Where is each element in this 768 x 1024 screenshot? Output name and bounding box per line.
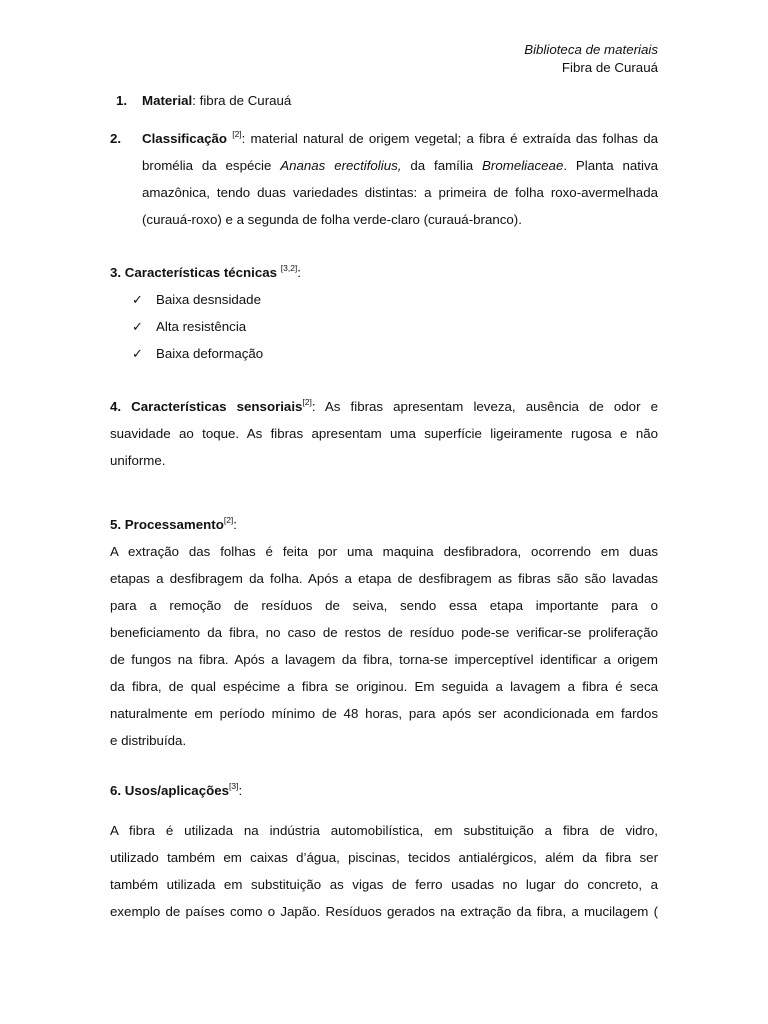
species-name: Ananas erectifolius, xyxy=(280,158,402,173)
section-2-line2a: bromélia da espécie xyxy=(142,158,281,173)
family-name: Bromeliaceae xyxy=(482,158,564,173)
section-6-ref: [3] xyxy=(229,781,239,791)
paragraph-line: naturalmente em período mínimo de 48 horas, para após ser acondicionada em fardos xyxy=(110,706,658,721)
section-3-colon: : xyxy=(297,265,301,280)
section-sensory xyxy=(110,393,658,474)
section-2-line2c: da família xyxy=(401,158,483,173)
paragraph-line: A fibra é utilizada na indústria automobilística, em substituição a fibra de vidro, xyxy=(110,823,658,838)
section-4-ref: [2] xyxy=(302,397,312,407)
checkmark-icon: ✓ xyxy=(132,292,143,307)
section-2-ref: [2] xyxy=(232,129,242,139)
section-2-line1: : material natural de origem vegetal; a fibra é extraída das folhas da xyxy=(241,131,658,146)
section-classification xyxy=(110,125,658,233)
paragraph-line: de fungos na fibra. Após a lavagem da fibra, torna-se imperceptível identificar a origem xyxy=(110,652,658,667)
section-technical xyxy=(110,259,658,367)
list-item-label: Baixa deformação xyxy=(156,346,264,361)
section-1-text: : fibra de Curauá xyxy=(192,93,292,108)
document-page xyxy=(110,0,658,1024)
section-2-label: Classificação xyxy=(142,131,228,146)
section-5-ref: [2] xyxy=(223,515,234,525)
section-2-line2e: . Planta nativa xyxy=(563,158,658,173)
section-2-number: 2. xyxy=(110,131,122,146)
section-processing xyxy=(110,511,658,754)
section-4-line3: uniforme. xyxy=(110,453,166,468)
section-2-line4: (curauá-roxo) e a segunda de folha verde-claro (curauá-branco). xyxy=(142,212,522,227)
paragraph-line: A extração das folhas é feita por uma maquina desfibradora, ocorrendo em duas xyxy=(110,544,658,559)
paragraph-line: utilizado também em caixas d’água, piscinas, tecidos antialérgicos, além da fibra ser xyxy=(110,850,658,865)
section-1-label: Material xyxy=(142,93,193,108)
paragraph-line: também utilizada em substituição as vigas de ferro usadas no lugar do concreto, a xyxy=(110,877,658,892)
checkmark-icon: ✓ xyxy=(132,319,143,334)
section-6-colon: : xyxy=(238,783,243,798)
paragraph-line: e distribuída. xyxy=(110,733,187,748)
paragraph-line: etapas a desfibragem da folha. Após a etapa de desfibragem as fibras são são lavadas xyxy=(110,571,658,586)
section-6-label: 6. Usos/aplicações xyxy=(110,783,229,798)
section-5-colon: : xyxy=(233,517,237,532)
header-material-title: Fibra de Curauá xyxy=(561,60,658,75)
section-4-line1: : As fibras apresentam leveza, ausência de odor e xyxy=(311,399,658,414)
section-5-label: 5. Processamento xyxy=(110,517,224,532)
list-item xyxy=(110,313,658,340)
paragraph-line: da fibra, de qual espécime a fibra se originou. Em seguida a lavagem a fibra é seca xyxy=(110,679,658,694)
section-2-line3: amazônica, tendo duas variedades distintas: a primeira de folha roxo-avermelhada xyxy=(142,185,658,200)
list-item-label: Alta resistência xyxy=(156,319,247,334)
list-item xyxy=(110,340,658,367)
header-library-title: Biblioteca de materiais xyxy=(524,42,658,57)
paragraph-line: beneficiamento da fibra, no caso de restos de resíduo pode-se verificar-se proliferação xyxy=(110,625,658,640)
paragraph-line: para a remoção de resíduos de seiva, sendo essa etapa importante para o xyxy=(110,598,658,613)
list-item xyxy=(110,286,658,313)
section-uses xyxy=(110,777,658,804)
section-3-ref: [3,2] xyxy=(280,263,298,273)
section-uses-body xyxy=(110,817,658,925)
section-4-label: 4. Características sensoriais xyxy=(110,399,303,414)
section-3-label: 3. Características técnicas xyxy=(110,265,281,280)
section-1-number: 1. xyxy=(116,93,128,108)
section-4-line2: suavidade ao toque. As fibras apresentam uma superfície ligeiramente rugosa e não xyxy=(110,426,658,441)
paragraph-line: exemplo de países como o Japão. Resíduos gerados na extração da fibra, a mucilagem ( xyxy=(110,904,658,919)
checkmark-icon: ✓ xyxy=(132,346,143,361)
section-material xyxy=(110,87,658,114)
list-item-label: Baixa desnsidade xyxy=(156,292,261,307)
page-header xyxy=(524,41,658,77)
